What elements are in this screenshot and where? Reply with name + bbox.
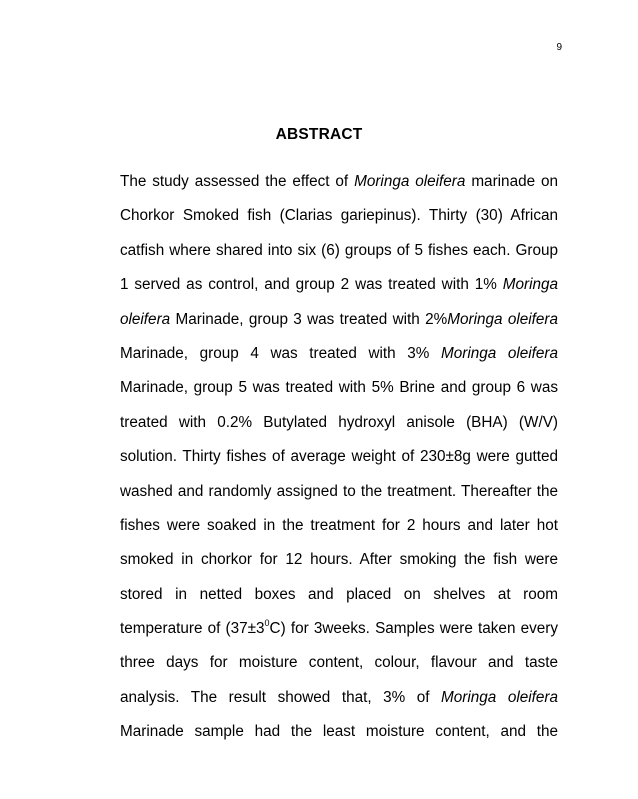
text-run: marinade on	[465, 173, 558, 190]
text-run: Marinade, group 3 was treated with 2%	[170, 310, 448, 328]
species-name-italic: oleifera	[120, 310, 171, 328]
species-name-italic: Moringa oleifera	[440, 344, 558, 362]
abstract-line: fishes were soaked in the treatment for 2 hours and later hot	[120, 516, 558, 534]
page-number: 9	[556, 42, 562, 53]
text-run: analysis. The result showed that, 3% of	[120, 688, 442, 706]
abstract-line: washed and randomly assigned to the treatment. Thereafter the	[120, 482, 558, 500]
degree-superscript: 0	[264, 618, 270, 629]
text-run: C) for 3weeks. Samples were taken every	[269, 620, 558, 638]
abstract-line	[120, 165, 558, 199]
abstract-heading: ABSTRACT	[275, 126, 363, 143]
abstract-line	[120, 612, 558, 646]
species-name-italic: Moringa oleifera	[441, 688, 558, 706]
abstract-line	[120, 337, 558, 371]
abstract-line: Marinade, group 5 was treated with 5% Brine and group 6 was	[120, 379, 558, 397]
species-name-italic: Moringa oleifera	[447, 310, 558, 328]
abstract-line: three days for moisture content, colour, flavour and taste	[120, 654, 558, 672]
abstract-line: treated with 0.2% Butylated hydroxyl anisole (BHA) (W/V)	[120, 413, 558, 431]
abstract-line: stored in netted boxes and placed on shelves at room	[120, 585, 558, 603]
text-run: 1 served as control, and group 2 was treated with 1%	[120, 276, 503, 294]
abstract-body	[120, 165, 558, 750]
abstract-line: Marinade sample had the least moisture content, and the	[120, 723, 558, 741]
species-name-italic: Moringa	[502, 276, 558, 294]
text-run: The study assessed the effect of	[120, 173, 355, 190]
abstract-line	[120, 303, 558, 337]
abstract-line: solution. Thirty fishes of average weight of 230±8g were gutted	[120, 448, 558, 466]
species-name-italic: Moringa oleifera	[354, 173, 466, 190]
abstract-line	[120, 681, 558, 715]
text-run: Marinade, group 4 was treated with 3%	[120, 344, 441, 362]
abstract-line: smoked in chorkor for 12 hours. After smoking the fish were	[120, 551, 558, 569]
text-run: temperature of (37±3	[120, 620, 265, 638]
abstract-line: catfish where shared into six (6) groups of 5 fishes each. Group	[120, 241, 558, 259]
abstract-line: Chorkor Smoked fish (Clarias gariepinus). Thirty (30) African	[120, 207, 558, 225]
abstract-line	[120, 268, 558, 302]
